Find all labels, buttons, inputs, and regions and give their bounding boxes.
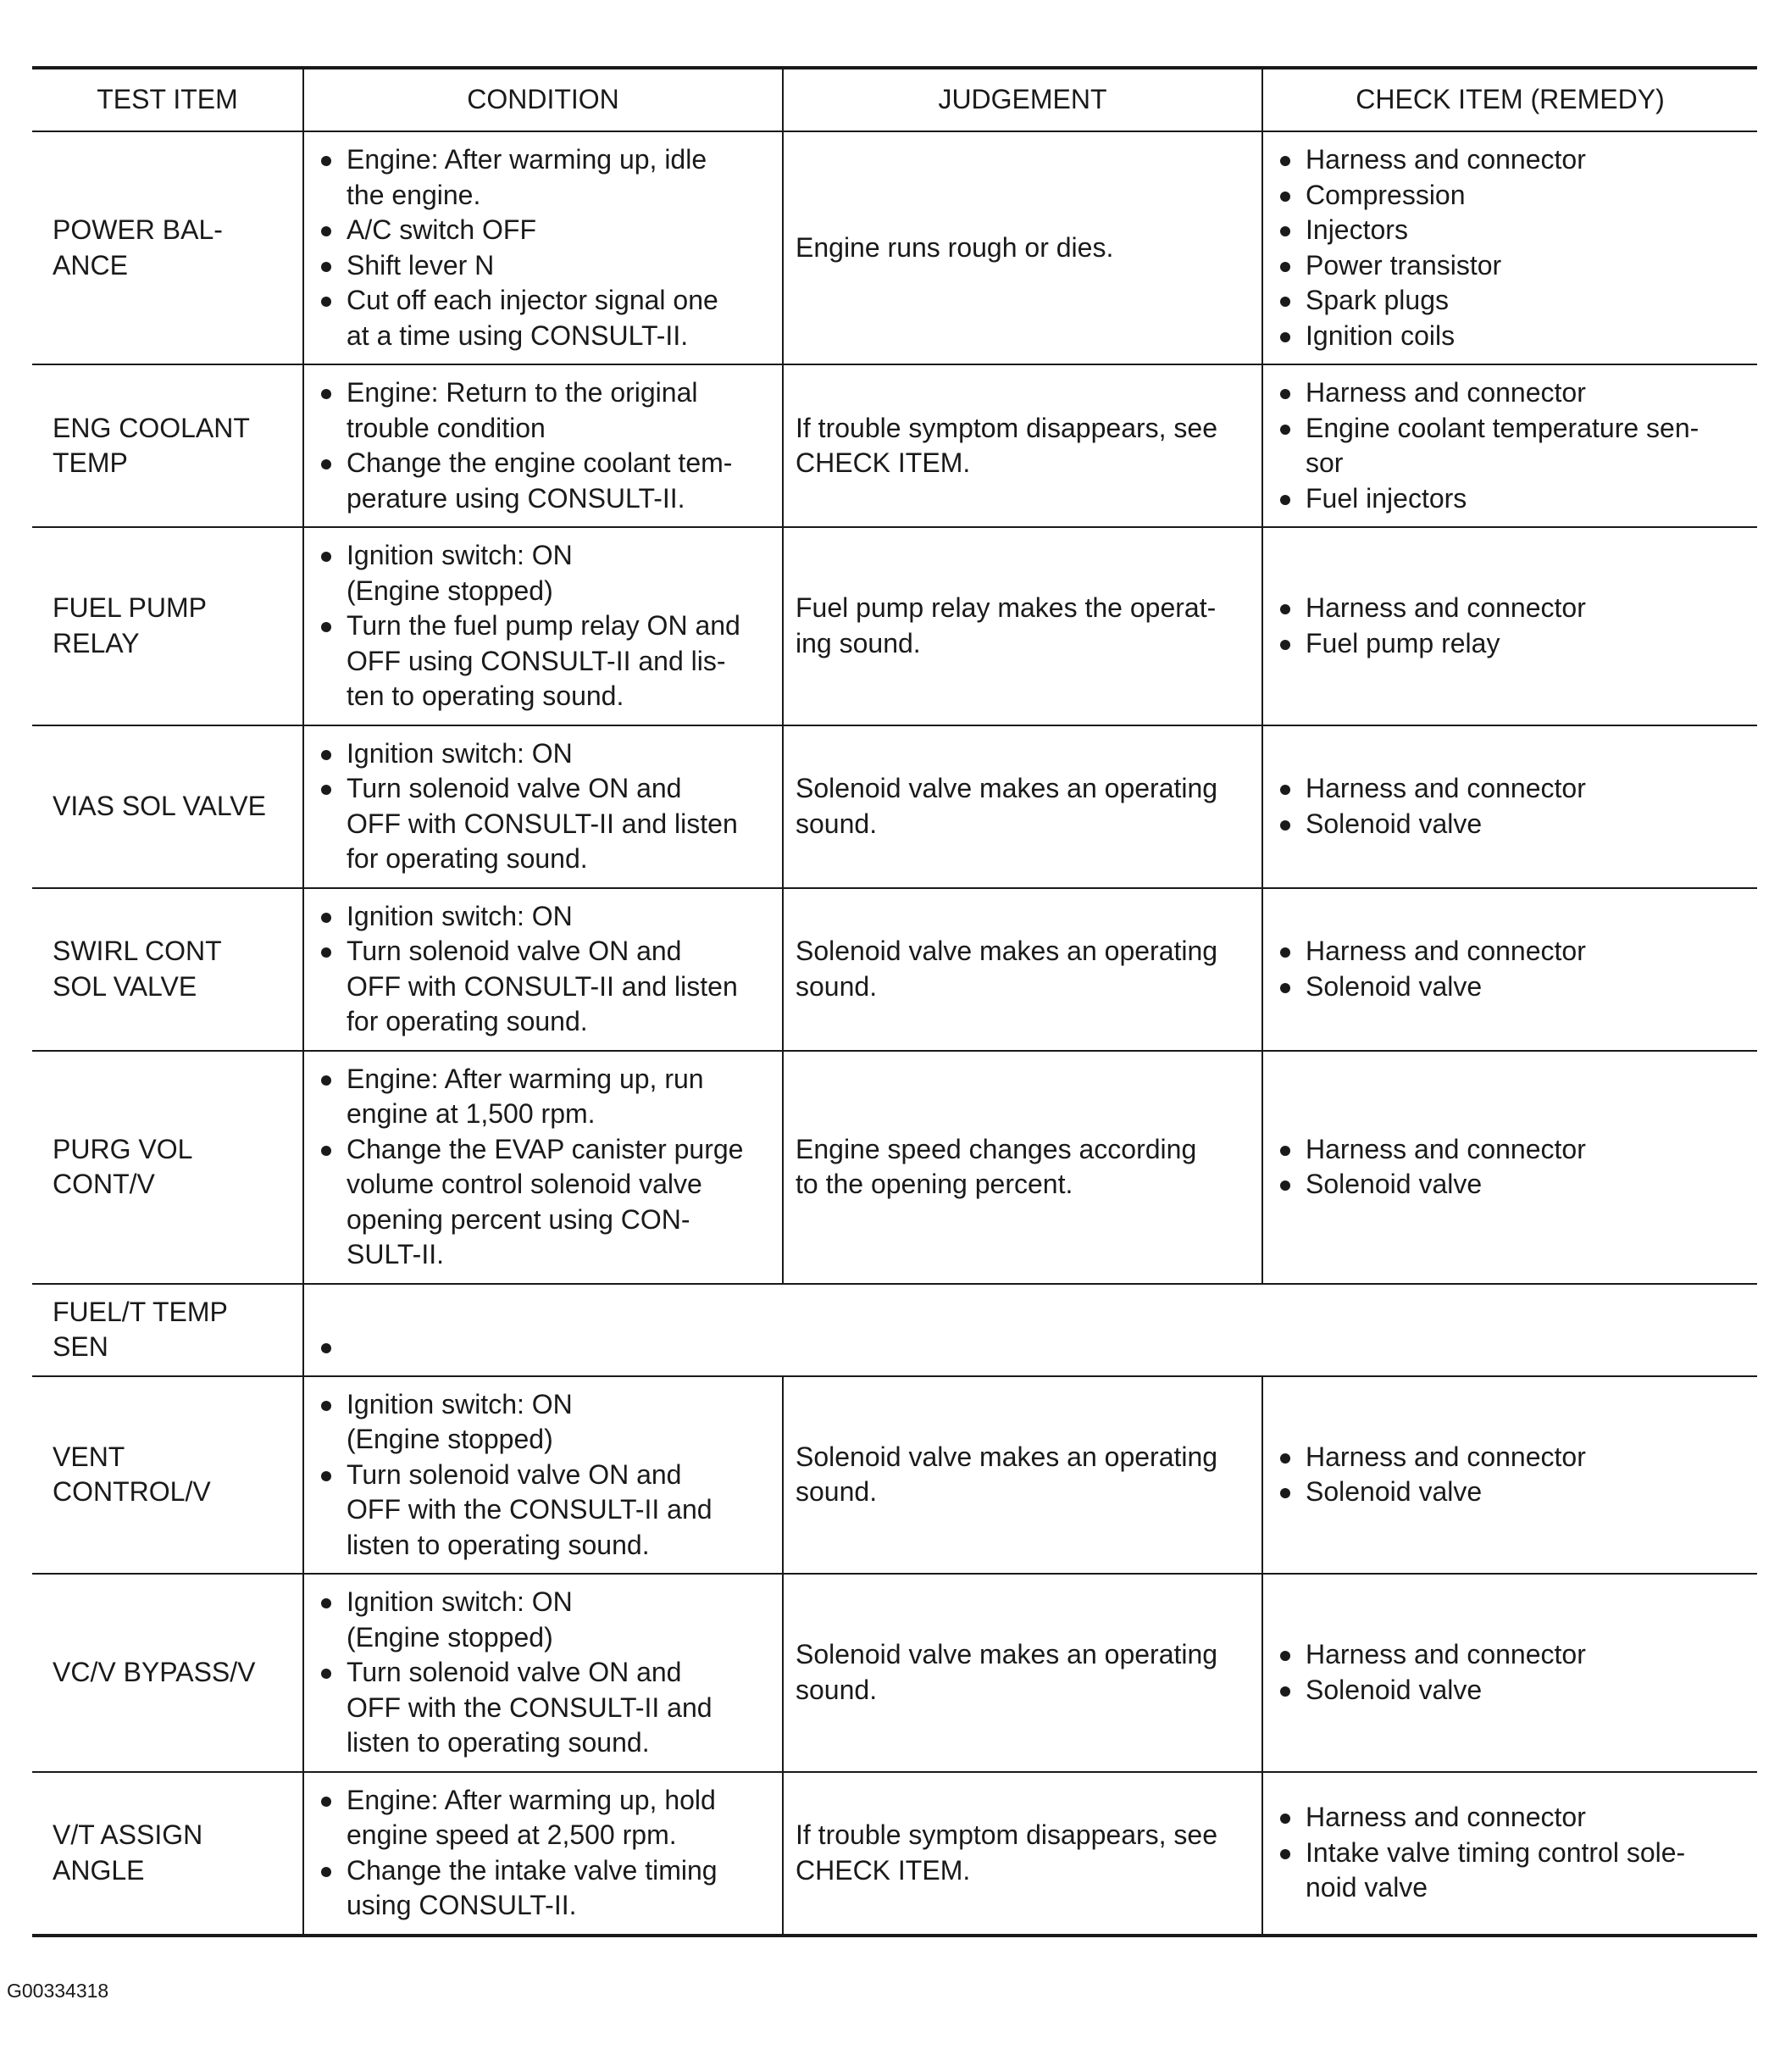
text-line: Ignition coils: [1306, 319, 1456, 351]
condition-cell: [303, 725, 783, 888]
text-line: Cut off each injector signal one: [347, 285, 718, 315]
condition-bullet: [316, 899, 772, 935]
test-item-cell: [32, 1376, 303, 1575]
table-row: [32, 131, 1757, 364]
bullet-list: [316, 1585, 772, 1761]
text-line: If trouble symptom disappears, see: [796, 412, 1218, 443]
condition-bullet: [316, 142, 772, 213]
table-row: [32, 888, 1757, 1051]
check-item-cell: [1262, 888, 1757, 1051]
bullet-list: [316, 1783, 772, 1924]
test-item-cell: [32, 1574, 303, 1772]
test-item-cell: [32, 527, 303, 725]
check-bullet: [1275, 771, 1747, 807]
text-line: trouble condition: [347, 412, 546, 443]
text-line: Solenoid valve makes an operating: [796, 1639, 1218, 1670]
text-line: Fuel pump relay makes the operat-: [796, 592, 1217, 624]
check-item-cell: [1262, 364, 1757, 527]
check-bullet: [1275, 178, 1747, 214]
text-line: A/C switch OFF: [347, 214, 537, 245]
condition-cell: [303, 1772, 783, 1936]
bullet-list: [316, 1062, 772, 1273]
condition-bullet: [316, 736, 772, 772]
text-line: VC/V BYPASS/V: [53, 1657, 256, 1687]
check-item-cell: [1262, 1376, 1757, 1575]
text-line: Power transistor: [1306, 249, 1502, 281]
check-item-cell: [1262, 1051, 1757, 1284]
text-line: CHECK ITEM.: [796, 447, 971, 478]
check-bullet: [1275, 969, 1747, 1005]
bullet-list: [316, 736, 772, 877]
table-row: [32, 364, 1757, 527]
table-row: [32, 1772, 1757, 1936]
text-line: using CONSULT-II.: [347, 1890, 577, 1920]
text-line: at a time using CONSULT-II.: [347, 319, 689, 351]
text-line: VENT: [53, 1441, 125, 1472]
text-line: Fuel injectors: [1306, 482, 1467, 514]
bullet-list: [1275, 1132, 1747, 1203]
condition-bullet: [316, 771, 772, 877]
check-bullet: [1275, 1440, 1747, 1475]
text-line: OFF with the CONSULT-II and: [347, 1494, 713, 1525]
text-line: ANCE: [53, 249, 128, 281]
text-line: Solenoid valve: [1306, 1476, 1483, 1508]
check-item-cell: [1262, 131, 1757, 364]
judgement-cell: [783, 725, 1262, 888]
check-bullet: [1275, 1637, 1747, 1673]
header-row: [32, 68, 1757, 131]
bullet-list: [1275, 1800, 1747, 1906]
text-line: Engine: After warming up, run: [347, 1063, 704, 1094]
check-bullet: [1275, 626, 1747, 662]
bullet-list: [316, 1387, 772, 1564]
text-line: Ignition switch: ON: [347, 1586, 573, 1617]
text-line: CONTROL/V: [53, 1476, 211, 1508]
condition-cell: [303, 1376, 783, 1575]
figure-code: G00334318: [7, 1980, 109, 2002]
text-line: ing sound.: [796, 627, 921, 658]
condition-cell: [303, 1051, 783, 1284]
text-line: Compression: [1306, 179, 1466, 210]
text-line: sound.: [796, 808, 878, 839]
condition-bullet: [316, 446, 772, 516]
check-item-cell: [1262, 1772, 1757, 1936]
text-line: Solenoid valve: [1306, 1169, 1483, 1199]
text-line: for operating sound.: [347, 843, 588, 874]
text-line: SOL VALVE: [53, 970, 197, 1002]
check-bullet: [1275, 283, 1747, 319]
text-line: Engine: After warming up, hold: [347, 1784, 716, 1815]
text-line: opening percent using CON-: [347, 1203, 690, 1235]
text-line: VIAS SOL VALVE: [53, 790, 266, 821]
bullet-list: [316, 142, 772, 353]
text-line: CONT/V: [53, 1169, 155, 1199]
text-line: Turn solenoid valve ON and: [347, 773, 682, 803]
text-line: Harness and connector: [1306, 1133, 1586, 1164]
text-line: (Engine stopped): [347, 575, 553, 606]
text-line: Solenoid valve makes an operating: [796, 1441, 1218, 1472]
text-line: Turn solenoid valve ON and: [347, 1458, 682, 1490]
condition-cell: [303, 1574, 783, 1772]
text-line: Intake valve timing control sole-: [1306, 1836, 1686, 1868]
judgement-cell: [783, 1376, 1262, 1575]
condition-bullet: [316, 608, 772, 714]
text-line: Engine runs rough or dies.: [796, 231, 1114, 263]
condition-bullet: [316, 538, 772, 608]
text-line: Solenoid valve: [1306, 970, 1483, 1002]
bullet-list: [316, 375, 772, 516]
text-line: Engine coolant temperature sen-: [1306, 412, 1700, 443]
text-line: Change the intake valve timing: [347, 1854, 718, 1886]
text-line: engine at 1,500 rpm.: [347, 1098, 596, 1129]
judgement-cell: [783, 1772, 1262, 1936]
text-line: noid valve: [1306, 1872, 1428, 1903]
condition-cell: [303, 527, 783, 725]
text-line: volume control solenoid valve: [347, 1169, 702, 1199]
text-line: Ignition switch: ON: [347, 1388, 573, 1419]
text-line: TEMP: [53, 447, 128, 478]
check-bullet: [1275, 1475, 1747, 1510]
text-line: (Engine stopped): [347, 1621, 553, 1653]
text-line: Turn the fuel pump relay ON and: [347, 610, 740, 641]
text-line: Change the EVAP canister purge: [347, 1133, 744, 1164]
condition-cell: [303, 364, 783, 527]
check-bullet: [1275, 411, 1747, 481]
check-bullet: [1275, 375, 1747, 411]
condition-bullet: [316, 1655, 772, 1761]
judgement-cell: [783, 1574, 1262, 1772]
table-row: [32, 527, 1757, 725]
header-condition: CONDITION: [303, 68, 783, 131]
text-line: Harness and connector: [1306, 144, 1586, 175]
text-line: sound.: [796, 970, 878, 1002]
text-line: OFF with CONSULT-II and listen: [347, 970, 738, 1002]
text-line: SWIRL CONT: [53, 936, 222, 966]
bullet-list: [1275, 771, 1747, 842]
judgement-cell: [783, 527, 1262, 725]
text-line: Turn solenoid valve ON and: [347, 936, 682, 966]
check-bullet: [1275, 1673, 1747, 1708]
table-row: [32, 1051, 1757, 1284]
check-bullet: [1275, 1836, 1747, 1906]
condition-cell-span: [303, 1284, 1757, 1376]
check-bullet: [1275, 248, 1747, 284]
text-line: sor: [1306, 447, 1344, 478]
header-check-item: CHECK ITEM (REMEDY): [1262, 68, 1757, 131]
table-row: [32, 1376, 1757, 1575]
text-line: Engine: After warming up, idle: [347, 144, 707, 175]
condition-bullet: [316, 934, 772, 1040]
text-line: RELAY: [53, 627, 140, 658]
test-item-cell: [32, 1772, 303, 1936]
text-line: CHECK ITEM.: [796, 1854, 971, 1886]
check-bullet: [1275, 807, 1747, 842]
condition-bullet: [316, 1458, 772, 1564]
text-line: sound.: [796, 1476, 878, 1508]
text-line: (Engine stopped): [347, 1424, 553, 1454]
text-line: ten to operating sound.: [347, 680, 624, 711]
text-line: V/T ASSIGN: [53, 1819, 203, 1850]
condition-bullet: [316, 213, 772, 248]
condition-bullet: [316, 1062, 772, 1132]
test-item-cell: [32, 131, 303, 364]
condition-bullet: [316, 1387, 772, 1458]
text-line: Ignition switch: ON: [347, 737, 573, 769]
text-line: ANGLE: [53, 1854, 145, 1886]
test-item-cell: [32, 725, 303, 888]
check-item-cell: [1262, 527, 1757, 725]
judgement-cell: [783, 888, 1262, 1051]
text-line: Injectors: [1306, 214, 1408, 245]
text-line: Harness and connector: [1306, 936, 1586, 966]
text-line: Ignition switch: ON: [347, 540, 573, 570]
text-line: Solenoid valve makes an operating: [796, 773, 1218, 803]
test-item-cell: [32, 1284, 303, 1376]
check-item-cell: [1262, 725, 1757, 888]
check-bullet: [1275, 213, 1747, 248]
text-line: Harness and connector: [1306, 592, 1586, 624]
text-line: the engine.: [347, 179, 481, 210]
judgement-cell: [783, 131, 1262, 364]
test-item-cell: [32, 1051, 303, 1284]
text-line: Solenoid valve: [1306, 1674, 1483, 1705]
judgement-cell: [783, 364, 1262, 527]
text-line: OFF with CONSULT-II and listen: [347, 808, 738, 839]
text-line: for operating sound.: [347, 1006, 588, 1036]
text-line: Solenoid valve makes an operating: [796, 936, 1218, 966]
check-bullet: [1275, 1800, 1747, 1836]
check-bullet: [1275, 481, 1747, 517]
table-row: [32, 725, 1757, 888]
text-line: Engine: Return to the original: [347, 377, 698, 408]
bullet-list: [316, 899, 772, 1040]
text-line: to the opening percent.: [796, 1169, 1073, 1199]
text-line: FUEL/T TEMP: [53, 1296, 228, 1327]
text-line: Turn solenoid valve ON and: [347, 1657, 682, 1687]
text-line: Harness and connector: [1306, 1802, 1586, 1833]
condition-bullet: [316, 1132, 772, 1273]
text-line: Shift lever N: [347, 249, 495, 281]
text-line: Harness and connector: [1306, 773, 1586, 803]
condition-cell: [303, 888, 783, 1051]
bullet-list: [1275, 1637, 1747, 1708]
check-bullet: [1275, 1167, 1747, 1203]
header-test-item: TEST ITEM: [32, 68, 303, 131]
diagnostic-test-table: [32, 66, 1757, 1937]
condition-bullet: [316, 283, 772, 353]
text-line: POWER BAL-: [53, 214, 223, 245]
text-line: Harness and connector: [1306, 1639, 1586, 1670]
bullet-list: [1275, 142, 1747, 353]
text-line: engine speed at 2,500 rpm.: [347, 1819, 677, 1850]
text-line: Harness and connector: [1306, 377, 1586, 408]
test-item-cell: [32, 888, 303, 1051]
table-body: [32, 131, 1757, 1936]
text-line: sound.: [796, 1674, 878, 1705]
text-line: Engine speed changes according: [796, 1133, 1197, 1164]
check-bullet: [1275, 142, 1747, 178]
text-line: listen to operating sound.: [347, 1727, 650, 1758]
condition-bullet: [316, 1853, 772, 1924]
table-row: [32, 1284, 1757, 1376]
text-line: Spark plugs: [1306, 285, 1449, 315]
test-item-cell: [32, 364, 303, 527]
text-line: SULT-II.: [347, 1239, 444, 1269]
condition-bullet: [316, 375, 772, 446]
text-line: perature using CONSULT-II.: [347, 482, 685, 514]
condition-bullet: [316, 1783, 772, 1853]
bullet-list: [1275, 1440, 1747, 1510]
judgement-cell: [783, 1051, 1262, 1284]
text-line: Solenoid valve: [1306, 808, 1483, 839]
condition-bullet: [316, 1585, 772, 1655]
bullet-list: [316, 538, 772, 714]
text-line: Harness and connector: [1306, 1441, 1586, 1472]
text-line: Fuel pump relay: [1306, 627, 1500, 658]
condition-cell: [303, 131, 783, 364]
text-line: OFF using CONSULT-II and lis-: [347, 645, 726, 676]
table-row: [32, 1574, 1757, 1772]
condition-bullet: [316, 248, 772, 284]
check-bullet: [1275, 934, 1747, 969]
bullet-list: [1275, 591, 1747, 661]
text-line: listen to operating sound.: [347, 1529, 650, 1560]
text-line: SEN: [53, 1331, 108, 1362]
check-bullet: [1275, 591, 1747, 626]
text-line: OFF with the CONSULT-II and: [347, 1691, 713, 1723]
text-line: PURG VOL: [53, 1133, 193, 1164]
text-line: FUEL PUMP: [53, 592, 207, 624]
check-item-cell: [1262, 1574, 1757, 1772]
check-bullet: [1275, 319, 1747, 354]
text-line: Ignition switch: ON: [347, 900, 573, 931]
text-line: If trouble symptom disappears, see: [796, 1819, 1218, 1850]
header-judgement: JUDGEMENT: [783, 68, 1262, 131]
bullet-list: [1275, 375, 1747, 516]
text-line: Change the engine coolant tem-: [347, 447, 733, 478]
check-bullet: [1275, 1132, 1747, 1168]
bullet-list: [1275, 934, 1747, 1004]
text-line: ENG COOLANT: [53, 412, 250, 443]
